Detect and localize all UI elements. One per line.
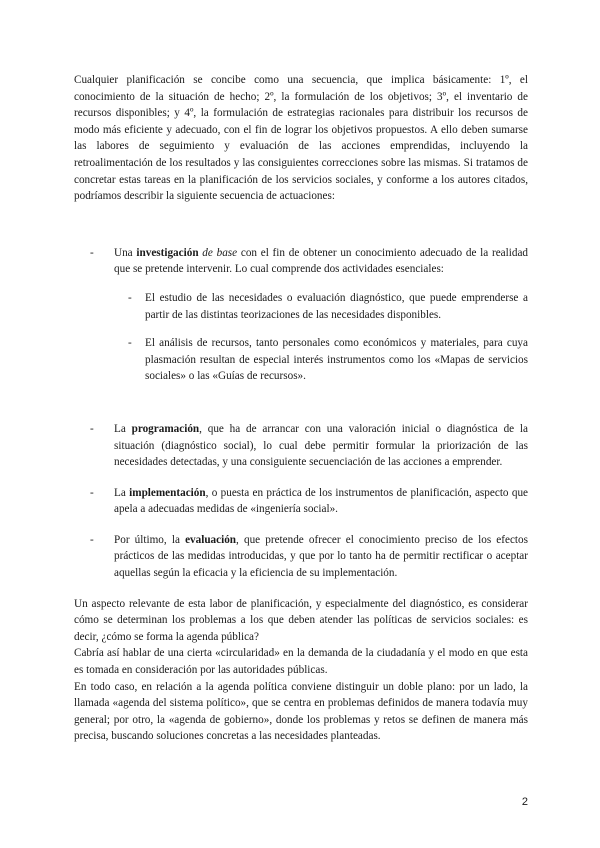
bullet-dash: - <box>90 533 94 546</box>
term-evaluacion: evaluación <box>185 533 237 546</box>
closing-paragraph-agenda: Un aspecto relevante de esta labor de planificación, y especialmente del diagnóstico, es considerar cómo se determinan los problemas a los que deben atender las políticas de servicios sociales: es decir, ¿cómo se forma la agenda pública? <box>74 597 528 643</box>
bullet-dash: - <box>128 291 132 304</box>
bullet-programacion: - La programación, que ha de arrancar con una valoración inicial o diagnóstica de la situación (diagnóstico social), lo cual debe permitir formular la priorización de las necesidades detectadas, y una consiguiente secuenciación de las acciones a emprender. <box>90 422 528 469</box>
term-de-base: de base <box>202 246 238 259</box>
sub-bullet-diagnostico: - El estudio de las necesidades o evaluación diagnóstico, que puede emprenderse a partir de las distintas teorizaciones de las necesidades disponibles. <box>128 291 528 321</box>
bullet-dash: - <box>90 422 94 435</box>
bullet-implementacion: - La implementación, o puesta en práctica de los instrumentos de planificación, aspecto que apela a adecuadas medidas de «ingeniería social». <box>90 486 528 516</box>
term-programacion: programación <box>131 422 200 435</box>
closing-paragraph-planos: En todo caso, en relación a la agenda política conviene distinguir un doble plano: por un lado, la llamada «agenda del sistema político», que se centra en problemas definidos de manera todavía muy general; por otro, la «agenda de gobierno», donde los problemas y retos se definen de manera más precisa, buscando soluciones concretas a las necesidades planteadas. <box>74 680 528 743</box>
intro-paragraph: Cualquier planificación se concibe como una secuencia, que implica básicamente: 1º, el conocimiento de la situación de hecho; 2º, la formulación de los objetivos; 3º, el inventario de recursos disponibles; y 4º, la formulación de estrategias racionales para distribuir los recursos de modo más eficiente y adecuado, con el fin de lograr los objetivos propuestos. A ello deben sumarse las labores de seguimiento y evaluación de las acciones emprendidas, incluyendo la retroalimentación de los resultados y las consiguientes correcciones sobre las mismas. Si tratamos de concretar estas tareas en la planificación de los servicios sociales, y conforme a los autores citados, podríamos describir la siguiente secuencia de actuaciones: <box>74 74 528 203</box>
closing-paragraph-circularidad: Cabría así hablar de una cierta «circularidad» en la demanda de la ciudadanía y el modo en que esta es tomada en consideración por las autoridades públicas. <box>74 647 528 677</box>
bullet-dash: - <box>90 486 94 499</box>
closing-section <box>74 596 528 745</box>
term-investigacion: investigación <box>136 246 199 259</box>
body-text <box>74 72 528 745</box>
bullet-evaluacion: - Por último, la evaluación, que pretende ofrecer el conocimiento preciso de los efectos prácticos de las medidas introducidas, y que por lo tanto ha de permitir rectificar o aceptar aquellas según la eficacia y la eficiencia de su implementación. <box>90 533 528 580</box>
term-implementacion: implementación <box>129 486 206 499</box>
bullet-dash: - <box>128 337 132 350</box>
sub-bullet-recursos: - El análisis de recursos, tanto personales como económicos y materiales, para cuya plasmación resultan de especial interés instrumentos como los «Mapas de servicios sociales» o las «Guías de recursos». <box>128 337 528 383</box>
page-number: 2 <box>521 796 528 808</box>
bullet-dash: - <box>90 246 94 259</box>
bullet-investigacion: - Una investigación de base con el fin de obtener un conocimiento adecuado de la realidad que se pretende intervenir. Lo cual comprende dos actividades esenciales: <box>90 246 528 276</box>
